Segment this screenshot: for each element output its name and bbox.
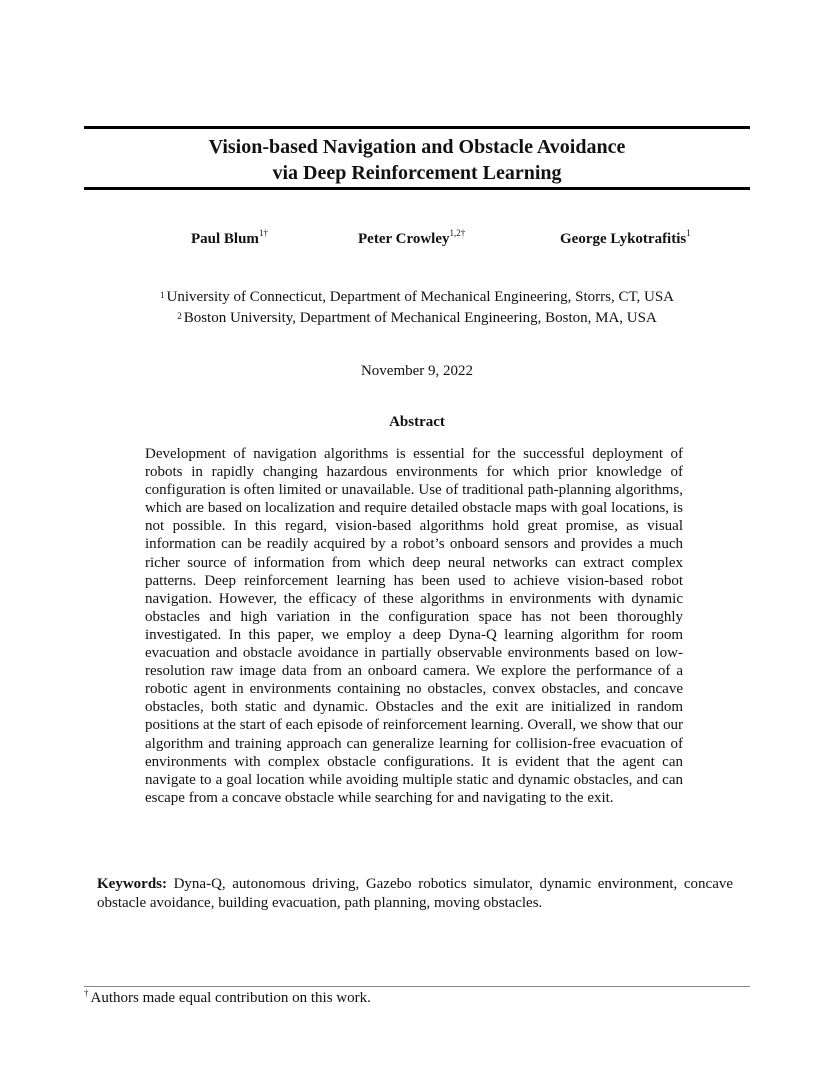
paper-title [84, 134, 750, 186]
abstract-body: Development of navigation algorithms is essential for the successful deployment of robots in rapidly changing hazardous environments for which prior knowledge of configuration is often limited or unavailable. Use of traditional path-planning algorithms, which are based on localization and require detailed obstacle maps with goal locations, is not possible. In this regard, vision-based algorithms hold great promise, as visual information can be readily acquired by a robot’s onboard sensors and provides a much richer source of information from which deep neural networks can extract complex patterns. Deep reinforcement learning has been used to achieve vision-based robot navigation. However, the efficacy of these algorithms in environments with dynamic obstacles and high variation in the configuration space has not been thoroughly investigated. In this paper, we employ a deep Dyna-Q learning algorithm for room evacuation and obstacle avoidance in partially observable environments based on low-resolution raw image data from an onboard camera. We explore the performance of a robotic agent in environments containing no obstacles, convex obstacles, and concave obstacles, both static and dynamic. Obstacles and the exit are initialized in random positions at the start of each episode of reinforcement learning. Overall, we show that our algorithm and training approach can generalize learning for collision-free evacuation of environments with complex obstacle configurations. It is evident that the agent can navigate to a goal location while avoiding multiple static and dynamic obstacles, and can escape from a concave obstacle while searching for and navigating to the exit. [145, 446, 683, 806]
title-line-1: Vision-based Navigation and Obstacle Avoidance [208, 136, 626, 158]
publication-date: November 9, 2022 [360, 363, 474, 379]
affiliation-2 [84, 308, 750, 329]
footnote-text: Authors made equal contribution on this work. [90, 990, 371, 1006]
abstract-heading: Abstract [389, 414, 445, 430]
author-name: George Lykotrafitis [560, 231, 687, 247]
author-3 [560, 228, 691, 248]
footnote-mark: † [84, 988, 89, 998]
author-name: Peter Crowley [358, 231, 450, 247]
title-line-2: via Deep Reinforcement Learning [272, 162, 562, 184]
title-top-rule [84, 126, 750, 129]
affiliation-1 [84, 287, 750, 308]
keywords-text: Dyna-Q, autonomous driving, Gazebo robotics simulator, dynamic environment, concave obstacle avoidance, building evacuation, path planning, moving obstacles. [97, 876, 734, 911]
author-affil-mark: 1 [686, 228, 691, 238]
affiliation-text: University of Connecticut, Department of Mechanical Engineering, Storrs, CT, USA [166, 289, 675, 305]
keywords-label: Keywords: [97, 876, 167, 892]
author-affil-mark: 1† [258, 228, 268, 238]
author-affil-mark: 1,2† [449, 228, 466, 238]
keywords [97, 875, 733, 912]
footnote [84, 990, 750, 1007]
affiliation-text: Boston University, Department of Mechanical Engineering, Boston, MA, USA [183, 310, 657, 326]
title-bottom-rule [84, 187, 750, 190]
affiliation-mark: 2 [177, 311, 182, 321]
affiliation-mark: 1 [159, 290, 165, 300]
affiliations [84, 287, 750, 329]
author-1 [191, 228, 268, 248]
author-2 [358, 228, 466, 248]
author-name: Paul Blum [191, 231, 259, 247]
author-list [84, 228, 750, 253]
footnote-rule [84, 986, 750, 987]
